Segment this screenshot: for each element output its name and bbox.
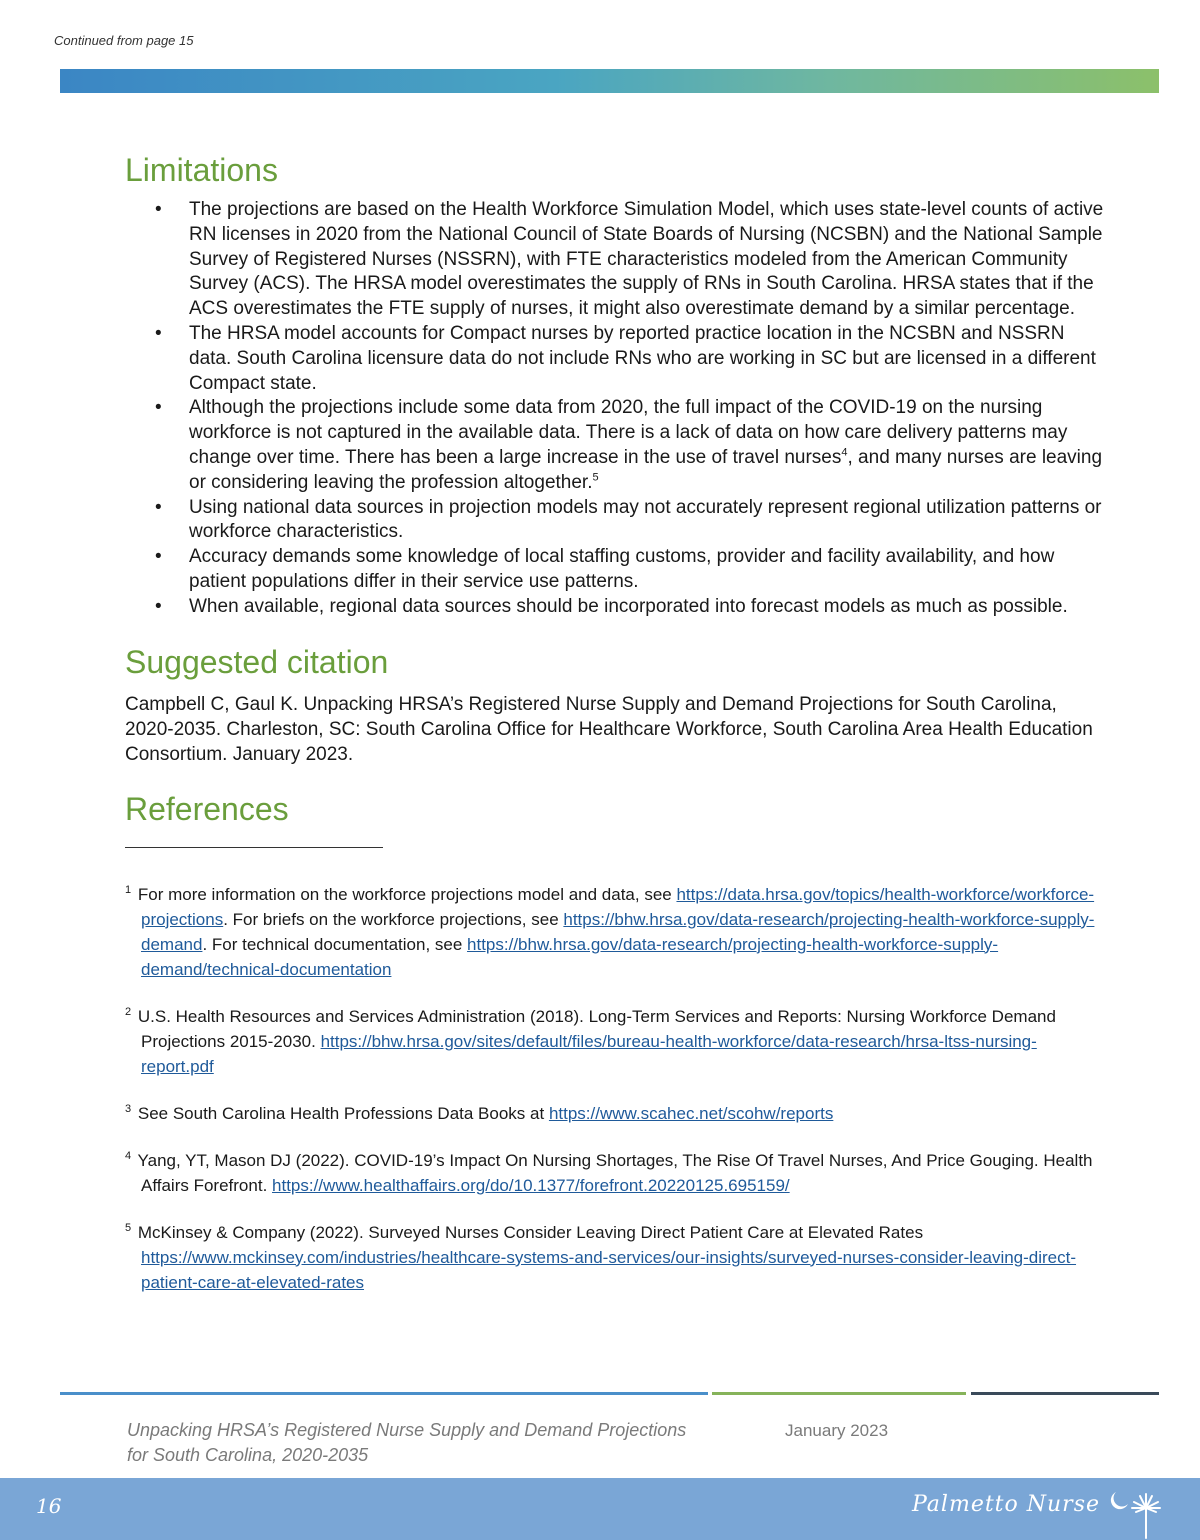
references-heading: References	[125, 790, 289, 827]
list-item-text: Although the projections include some data from 2020, the full impact of the COVID-19 on the nursing workforce is not captured in the available data. There is a lack of data on how care delivery patterns may change over time. There has been a large increase in the use of travel nurses	[189, 397, 1068, 468]
reference-item	[125, 1004, 1105, 1079]
header-gradient-band	[60, 69, 1159, 93]
list-item: • The HRSA model accounts for Compact nurses by reported practice location in the NCSBN and NSSRN data. South Carolina licensure data do not include RNs who are working in SC but are licensed in a different Compact state.	[125, 322, 1105, 396]
reference-number: 4	[125, 1149, 132, 1162]
continued-note: Continued from page 15	[54, 33, 194, 48]
list-item	[125, 396, 1105, 495]
limitations-list	[125, 198, 1105, 620]
footer-divider	[60, 1392, 1159, 1396]
citation-text: Campbell C, Gaul K. Unpacking HRSA’s Registered Nurse Supply and Demand Projections for South Carolina, 2020-2035. Charleston, SC: South Carolina Office for Healthcare Workforce, South Carolina Area Health Education Consortium. January 2023.	[125, 693, 1093, 765]
footer-divider-dark	[971, 1392, 1159, 1395]
citation-heading: Suggested citation	[125, 643, 389, 680]
footer-date: January 2023	[785, 1421, 889, 1440]
main-content	[125, 150, 1105, 1317]
list-item: • Accuracy demands some knowledge of local staffing customs, provider and facility availability, and how patient populations differ in their service use patterns.	[125, 545, 1105, 595]
reference-text: U.S. Health Resources and Services Administration (2018). Long-Term Services and Reports: Nursing Workforce Demand Projections 2015-2030.	[137, 1006, 1056, 1051]
list-item: • When available, regional data sources should be incorporated into forecast models as much as possible.	[125, 595, 1105, 620]
reference-text: . For briefs on the workforce projections, see	[223, 909, 564, 929]
reference-number: 5	[125, 1221, 132, 1234]
references-divider	[125, 847, 383, 848]
reference-item	[125, 882, 1105, 982]
brand-name: Palmetto Nurse	[911, 1492, 1100, 1517]
list-item: • The projections are based on the Health Workforce Simulation Model, which uses state-level counts of active RN licenses in 2020 from the National Council of State Boards of Nursing (NCSBN) and the National Sample Survey of Registered Nurses (NSSRN), with FTE characteristics modeled from the American Community Survey (ACS). The HRSA model overestimates the supply of RNs in South Carolina. HRSA states that if the ACS overestimates the FTE supply of nurses, it might also overestimate demand by a similar percentage.	[125, 198, 1105, 322]
reference-number: 3	[125, 1102, 132, 1115]
page-number: 16	[36, 1494, 62, 1518]
reference-item	[125, 1101, 1105, 1126]
reference-text: McKinsey & Company (2022). Surveyed Nurses Consider Leaving Direct Patient Care at Elevated Rates	[137, 1222, 924, 1242]
footer-divider-green	[712, 1392, 966, 1395]
reference-item	[125, 1148, 1105, 1198]
reference-link[interactable]: https://bhw.hrsa.gov/data-research/projecting-health-workforce-supply-demand	[141, 909, 1095, 954]
reference-item	[125, 1220, 1105, 1295]
footer-divider-blue	[60, 1392, 708, 1395]
reference-text: For more information on the workforce projections model and data, see	[137, 884, 677, 904]
footer-report-title: Unpacking HRSA’s Registered Nurse Supply and Demand Projections for South Carolina, 2020-2035	[127, 1420, 687, 1465]
footnote-marker: 5	[592, 471, 599, 484]
reference-link[interactable]: https://bhw.hrsa.gov/sites/default/files/bureau-health-workforce/data-research/hrsa-ltss-nursing-report.pdf	[141, 1031, 1037, 1076]
reference-text: . For technical documentation, see	[202, 934, 468, 954]
reference-number: 2	[125, 1005, 132, 1018]
reference-text: See South Carolina Health Professions Data Books at	[137, 1103, 549, 1123]
reference-link[interactable]: https://www.healthaffairs.org/do/10.1377/forefront.20220125.695159/	[272, 1175, 790, 1195]
reference-link[interactable]: https://data.hrsa.gov/topics/health-workforce/workforce-projections	[141, 884, 1095, 929]
bottom-bar	[0, 1478, 1200, 1540]
reference-text: Yang, YT, Mason DJ (2022). COVID-19’s Impact On Nursing Shortages, The Rise Of Travel Nurses, And Price Gouging. Health Affairs Forefront.	[137, 1150, 1093, 1195]
palmetto-moon-icon	[1108, 1480, 1168, 1540]
list-item: • Using national data sources in projection models may not accurately represent regional utilization patterns or workforce characteristics.	[125, 496, 1105, 546]
limitations-heading: Limitations	[125, 152, 278, 188]
reference-number: 1	[125, 883, 132, 896]
footnote-marker: 4	[841, 446, 848, 459]
reference-link[interactable]: https://www.mckinsey.com/industries/healthcare-systems-and-services/our-insights/surveyed-nurses-consider-leaving-direct-patient-care-at-elevated-rates	[141, 1247, 1077, 1292]
reference-link[interactable]: https://bhw.hrsa.gov/data-research/projecting-health-workforce-supply-demand/technical-documentation	[141, 934, 999, 979]
list-item-text: , and many nurses are leaving or considering leaving the profession altogether.	[189, 446, 1103, 493]
reference-link[interactable]: https://www.scahec.net/scohw/reports	[548, 1103, 834, 1123]
